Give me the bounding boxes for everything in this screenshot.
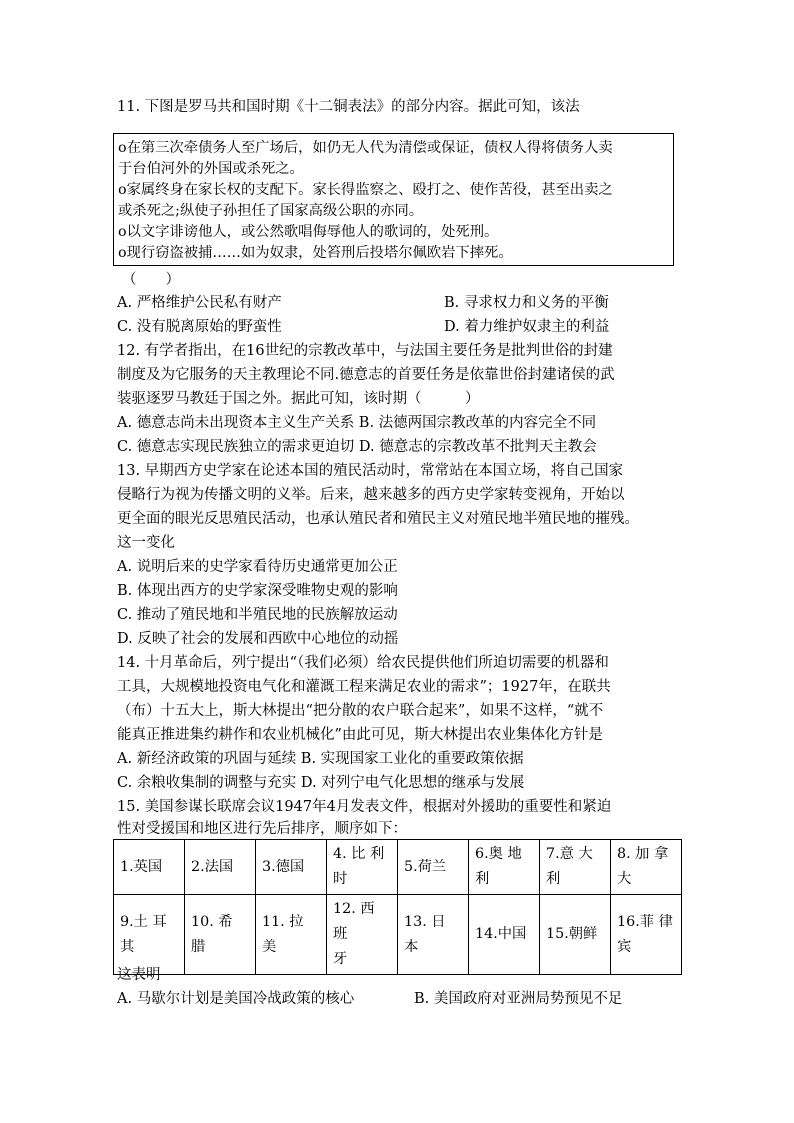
table-cell	[611, 895, 682, 975]
cell-text: 大	[617, 871, 632, 887]
q12-stem-line: 装驱逐罗马教廷于国之外。据此可知，该时期（ ）	[117, 391, 480, 407]
cell-text: 3.德国	[262, 858, 305, 875]
table-cell	[469, 840, 540, 895]
cell-text: 利	[475, 871, 490, 887]
q15-option-a: A. 马歇尔计划是美国冷战政策的核心	[117, 991, 355, 1007]
table-cell	[398, 840, 469, 895]
q13-stem-line: 更全面的眼光反思殖民活动，也承认殖民者和殖民主义对殖民地半殖民地的摧残。	[117, 511, 639, 527]
table-cell	[185, 840, 256, 895]
q15-stem-line: 15. 美国参谋长联席会议1947年4月发表文件，根据对外援助的重要性和紧迫	[117, 799, 612, 815]
q11-answer-paren: （ ）	[122, 272, 180, 288]
excerpt-line: 于台伯河外的外国或杀死之。	[118, 161, 304, 177]
table-cell	[114, 840, 185, 895]
q12-stem-line: 制度及为它服务的天主教理论不同.德意志的首要任务是依靠世俗封建诸侯的武	[117, 367, 615, 383]
table-cell	[256, 895, 327, 975]
q13-stem-line: 这一变化	[117, 535, 175, 551]
aid-priority-table	[113, 839, 682, 975]
q11-option-a: A. 严格维护公民私有财产	[117, 295, 282, 311]
q13-option-c: C. 推动了殖民地和半殖民地的民族解放运动	[117, 607, 398, 623]
q14-stem-line: 14. 十月革命后，列宁提出“（我们必须）给农民提供他们所迫切需要的机器和	[117, 655, 609, 671]
excerpt-line: o以文字诽谤他人，或公然歌唱侮辱他人的歌词的，处死刑。	[118, 224, 499, 240]
q11-option-c: C. 没有脱离原始的野蛮性	[117, 319, 282, 335]
cell-text: 12. 西 班	[333, 901, 375, 942]
q12-options-cd: C. 德意志实现民族独立的需求更迫切 D. 德意志的宗教改革不批判天主教会	[117, 439, 597, 455]
table-cell	[185, 895, 256, 975]
q14-options-ab: A. 新经济政策的巩固与延续 B. 实现国家工业化的重要政策依据	[117, 751, 524, 767]
q12-options-ab: A. 德意志尚未出现资本主义生产关系 B. 法德两国宗教改革的内容完全不同	[117, 415, 597, 431]
excerpt-line: o现行窃盗被捕……如为奴隶，处笞刑后投塔尔佩欧岩下摔死。	[118, 245, 513, 261]
cell-text: 8. 加 拿	[617, 846, 669, 862]
excerpt-line: o在第三次牵债务人至广场后，如仍无人代为清偿或保证，债权人得将债务人卖	[118, 140, 613, 156]
q13-option-d: D. 反映了社会的发展和西欧中心地位的动摇	[117, 631, 399, 647]
table-cell	[540, 895, 611, 975]
q14-stem-line: （布）十五大上，斯大林提出“把分散的农户联合起来”，如果不这样，“就不	[117, 703, 604, 719]
cell-text: 15.朝鲜	[546, 926, 598, 942]
cell-text: 本	[404, 938, 419, 955]
q12-stem-line: 12. 有学者指出，在16世纪的宗教改革中，与法国主要任务是批判世俗的封建	[117, 343, 613, 359]
cell-text: 4. 比 利	[333, 846, 385, 862]
excerpt-line: 或杀死之;纵使子孙担任了国家高级公职的亦同。	[118, 203, 424, 219]
q11-option-b: B. 寻求权力和义务的平衡	[444, 295, 609, 311]
table-cell	[327, 840, 398, 895]
cell-text: 13. 日	[404, 913, 446, 930]
cell-text: 6.奥 地	[475, 846, 522, 862]
table-row	[114, 895, 682, 975]
cell-text: 10. 希	[191, 913, 233, 930]
cell-text: 1.英国	[120, 858, 163, 875]
q13-stem-line: 侵略行为视为传播文明的义举。后来，越来越多的西方史学家转变视角，开始以	[117, 487, 625, 503]
table-cell	[540, 840, 611, 895]
cell-text: 利	[546, 871, 561, 887]
q15-option-b: B. 美国政府对亚洲局势预见不足	[414, 991, 623, 1007]
cell-text: 宾	[617, 938, 632, 955]
table-cell	[327, 895, 398, 975]
cell-text: 5.荷兰	[404, 858, 447, 875]
q15-after-text: 这表明	[117, 967, 161, 983]
cell-text: 2.法国	[191, 858, 234, 875]
cell-text: 美	[262, 938, 277, 955]
cell-text: 时	[333, 871, 348, 887]
q14-options-cd: C. 余粮收集制的调整与充实 D. 对列宁电气化思想的继承与发展	[117, 775, 525, 791]
table-row	[114, 840, 682, 895]
cell-text: 14.中国	[475, 926, 527, 942]
q14-stem-line: 能真正推进集约耕作和农业机械化”由此可见，斯大林提出农业集体化方针是	[117, 727, 603, 743]
cell-text: 9.土 耳	[120, 913, 167, 930]
q13-stem-line: 13. 早期西方史学家在论述本国的殖民活动时，常常站在本国立场，将自己国家	[117, 463, 624, 479]
table-cell	[256, 840, 327, 895]
cell-text: 牙	[333, 951, 348, 967]
cell-text: 7.意 大	[546, 846, 593, 862]
table-cell	[611, 840, 682, 895]
q14-stem-line: 工具，大规模地投资电气化和灌溉工程来满足农业的需求”；1927年，在联共	[117, 679, 611, 695]
q13-option-b: B. 体现出西方的史学家深受唯物史观的影响	[117, 583, 398, 599]
q11-option-d: D. 着力维护奴隶主的利益	[444, 319, 610, 335]
cell-text: 腊	[191, 938, 206, 955]
table-cell	[469, 895, 540, 975]
q15-stem-line: 性对受援国和地区进行先后排序，顺序如下：	[117, 821, 407, 837]
cell-text: 16.菲 律	[617, 913, 673, 930]
q11-stem: 11. 下图是罗马共和国时期《十二铜表法》的部分内容。据此可知，该法	[117, 99, 580, 115]
excerpt-line: o家属终身在家长权的支配下。家长得监察之、殴打之、使作苦役，甚至出卖之	[118, 182, 613, 198]
q13-option-a: A. 说明后来的史学家看待历史通常更加公正	[117, 559, 398, 575]
twelve-tables-excerpt-box	[113, 133, 674, 266]
table-cell	[114, 895, 185, 975]
table-cell	[398, 895, 469, 975]
cell-text: 其	[120, 938, 135, 955]
cell-text: 11. 拉	[262, 913, 304, 930]
